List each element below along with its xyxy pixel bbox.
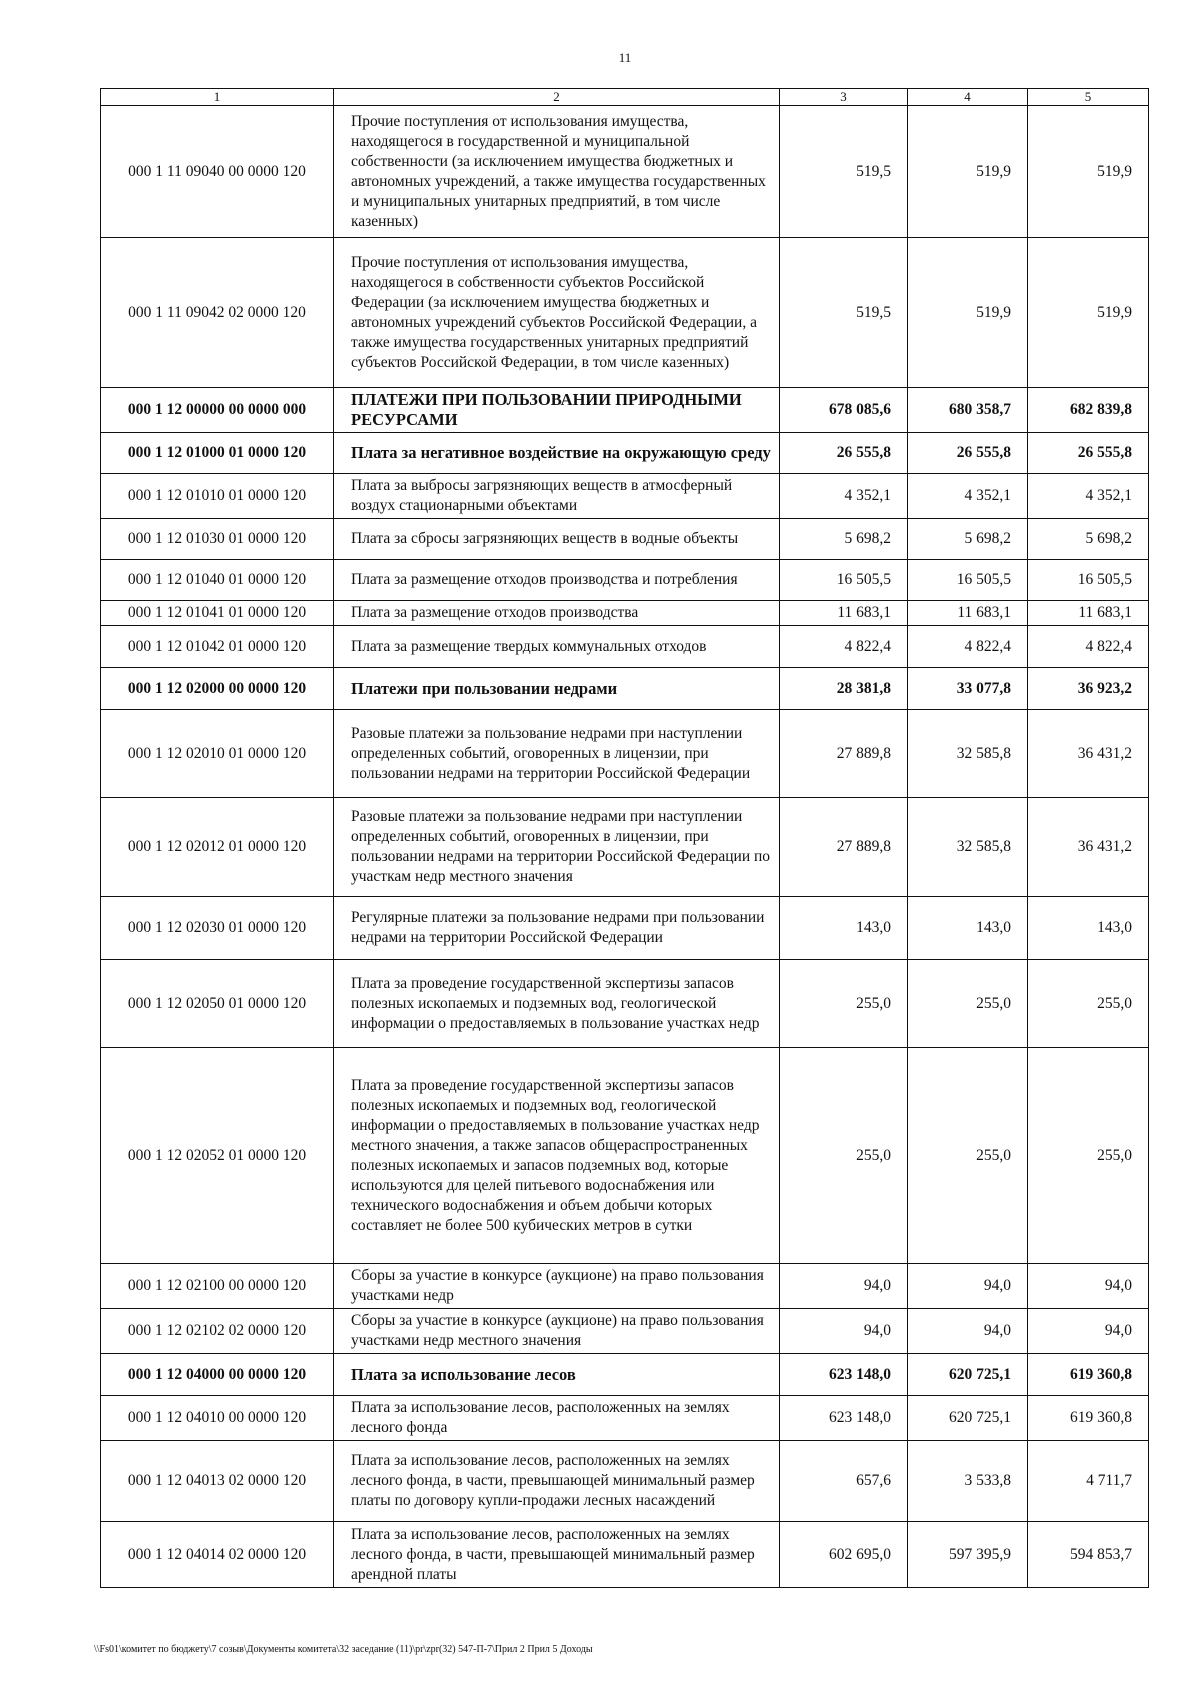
value-col3-cell: 5 698,2 (780, 519, 908, 560)
table-row (101, 668, 1149, 710)
budget-code-cell: 000 1 12 02010 01 0000 120 (101, 710, 334, 798)
value-col4-cell: 16 505,5 (908, 560, 1028, 601)
value-col3-cell: 27 889,8 (780, 798, 908, 897)
table-row (101, 433, 1149, 474)
revenue-name-cell: Плата за размещение твердых коммунальных отходов (334, 626, 780, 668)
budget-code-cell: 000 1 12 04010 00 0000 120 (101, 1396, 334, 1441)
value-col5-cell: 36 431,2 (1028, 798, 1149, 897)
revenue-name-cell: Плата за размещение отходов производства (334, 601, 780, 626)
revenue-name-cell: Платежи при пользовании недрами (334, 668, 780, 710)
value-col3-cell: 519,5 (780, 238, 908, 388)
table-body (101, 106, 1149, 1588)
value-col4-cell: 255,0 (908, 1048, 1028, 1264)
value-col5-cell: 36 431,2 (1028, 710, 1149, 798)
value-col5-cell: 4 352,1 (1028, 474, 1149, 519)
budget-code-cell: 000 1 12 02052 01 0000 120 (101, 1048, 334, 1264)
value-col5-cell: 11 683,1 (1028, 601, 1149, 626)
budget-code-cell: 000 1 12 02000 00 0000 120 (101, 668, 334, 710)
value-col3-cell: 657,6 (780, 1441, 908, 1522)
table-row (101, 1396, 1149, 1441)
value-col4-cell: 4 822,4 (908, 626, 1028, 668)
value-col4-cell: 680 358,7 (908, 388, 1028, 433)
column-header-1: 1 (101, 89, 334, 106)
value-col5-cell: 594 853,7 (1028, 1522, 1149, 1588)
revenue-name-cell: Плата за проведение государственной экспертизы запасов полезных ископаемых и подземных вод, геологической информации о предоставляемых в пользование участках недр (334, 960, 780, 1048)
value-col5-cell: 255,0 (1028, 1048, 1149, 1264)
budget-code-cell: 000 1 12 02030 01 0000 120 (101, 897, 334, 960)
value-col4-cell: 4 352,1 (908, 474, 1028, 519)
revenue-name-cell: Сборы за участие в конкурсе (аукционе) на право пользования участками недр местного значения (334, 1309, 780, 1354)
revenue-name-cell: Плата за использование лесов (334, 1354, 780, 1396)
table-row (101, 897, 1149, 960)
value-col3-cell: 26 555,8 (780, 433, 908, 474)
value-col3-cell: 602 695,0 (780, 1522, 908, 1588)
value-col3-cell: 255,0 (780, 1048, 908, 1264)
table-row (101, 106, 1149, 238)
value-col5-cell: 36 923,2 (1028, 668, 1149, 710)
revenue-name-cell: Прочие поступления от использования имущества, находящегося в собственности субъектов Российской Федерации (за исключением имущества бюджетных и автономных учреждений субъектов Российской Федерации, а также имущества государственных унитарных предприятий субъектов Российской Федерации, в том числе казенных) (334, 238, 780, 388)
revenue-name-cell: Плата за использование лесов, расположенных на землях лесного фонда, в части, превышающей минимальный размер платы по договору купли-продажи лесных насаждений (334, 1441, 780, 1522)
budget-code-cell: 000 1 12 01010 01 0000 120 (101, 474, 334, 519)
table-row (101, 1441, 1149, 1522)
value-col4-cell: 3 533,8 (908, 1441, 1028, 1522)
table-row (101, 238, 1149, 388)
value-col4-cell: 620 725,1 (908, 1396, 1028, 1441)
table-row (101, 519, 1149, 560)
table-row (101, 1048, 1149, 1264)
value-col4-cell: 5 698,2 (908, 519, 1028, 560)
value-col5-cell: 143,0 (1028, 897, 1149, 960)
value-col3-cell: 623 148,0 (780, 1396, 908, 1441)
column-header-2: 2 (334, 89, 780, 106)
revenue-name-cell: ПЛАТЕЖИ ПРИ ПОЛЬЗОВАНИИ ПРИРОДНЫМИ РЕСУРСАМИ (334, 388, 780, 433)
value-col4-cell: 597 395,9 (908, 1522, 1028, 1588)
revenue-table-container (100, 88, 1148, 1588)
value-col4-cell: 26 555,8 (908, 433, 1028, 474)
value-col3-cell: 143,0 (780, 897, 908, 960)
budget-code-cell: 000 1 12 02100 00 0000 120 (101, 1264, 334, 1309)
value-col4-cell: 620 725,1 (908, 1354, 1028, 1396)
value-col3-cell: 11 683,1 (780, 601, 908, 626)
value-col4-cell: 94,0 (908, 1309, 1028, 1354)
budget-code-cell: 000 1 12 04000 00 0000 120 (101, 1354, 334, 1396)
value-col4-cell: 519,9 (908, 238, 1028, 388)
table-row (101, 474, 1149, 519)
revenue-name-cell: Плата за размещение отходов производства и потребления (334, 560, 780, 601)
revenue-name-cell: Плата за выбросы загрязняющих веществ в атмосферный воздух стационарными объектами (334, 474, 780, 519)
value-col3-cell: 255,0 (780, 960, 908, 1048)
value-col3-cell: 94,0 (780, 1309, 908, 1354)
budget-code-cell: 000 1 12 01041 01 0000 120 (101, 601, 334, 626)
budget-code-cell: 000 1 12 01030 01 0000 120 (101, 519, 334, 560)
value-col4-cell: 255,0 (908, 960, 1028, 1048)
value-col5-cell: 5 698,2 (1028, 519, 1149, 560)
value-col5-cell: 94,0 (1028, 1309, 1149, 1354)
revenue-name-cell: Плата за негативное воздействие на окружающую среду (334, 433, 780, 474)
budget-code-cell: 000 1 12 04013 02 0000 120 (101, 1441, 334, 1522)
value-col4-cell: 32 585,8 (908, 710, 1028, 798)
value-col3-cell: 4 352,1 (780, 474, 908, 519)
value-col3-cell: 623 148,0 (780, 1354, 908, 1396)
table-row (101, 710, 1149, 798)
value-col5-cell: 16 505,5 (1028, 560, 1149, 601)
table-row (101, 798, 1149, 897)
budget-code-cell: 000 1 12 01000 01 0000 120 (101, 433, 334, 474)
table-header-row (101, 89, 1149, 106)
value-col4-cell: 94,0 (908, 1264, 1028, 1309)
value-col3-cell: 678 085,6 (780, 388, 908, 433)
value-col3-cell: 28 381,8 (780, 668, 908, 710)
value-col3-cell: 4 822,4 (780, 626, 908, 668)
value-col4-cell: 32 585,8 (908, 798, 1028, 897)
budget-code-cell: 000 1 12 00000 00 0000 000 (101, 388, 334, 433)
budget-code-cell: 000 1 11 09042 02 0000 120 (101, 238, 334, 388)
value-col5-cell: 26 555,8 (1028, 433, 1149, 474)
value-col4-cell: 143,0 (908, 897, 1028, 960)
footer-file-path: \\Fs01\комитет по бюджету\7 созыв\Документы комитета\32 заседание (11)\pr\zpr(32) 547-П-7\Прил 2 Прил 5 Доходы (94, 1644, 593, 1655)
revenue-name-cell: Сборы за участие в конкурсе (аукционе) на право пользования участками недр (334, 1264, 780, 1309)
value-col5-cell: 255,0 (1028, 960, 1149, 1048)
revenue-name-cell: Плата за использование лесов, расположенных на землях лесного фонда (334, 1396, 780, 1441)
value-col5-cell: 4 822,4 (1028, 626, 1149, 668)
table-row (101, 388, 1149, 433)
budget-code-cell: 000 1 12 01040 01 0000 120 (101, 560, 334, 601)
revenue-name-cell: Плата за использование лесов, расположенных на землях лесного фонда, в части, превышающей минимальный размер арендной платы (334, 1522, 780, 1588)
budget-code-cell: 000 1 12 02050 01 0000 120 (101, 960, 334, 1048)
value-col3-cell: 16 505,5 (780, 560, 908, 601)
table-row (101, 560, 1149, 601)
revenue-name-cell: Плата за проведение государственной экспертизы запасов полезных ископаемых и подземных вод, геологической информации о предоставляемых в пользование участках недр местного значения, а также запасов общераспространенных полезных ископаемых и запасов подземных вод, которые используются для целей питьевого водоснабжения или технического водоснабжения и объем добычи которых составляет не более 500 кубических метров в сутки (334, 1048, 780, 1264)
page-number: 11 (618, 50, 632, 65)
table-row (101, 960, 1149, 1048)
revenue-name-cell: Разовые платежи за пользование недрами при наступлении определенных событий, оговоренных в лицензии, при пользовании недрами на территории Российской Федерации по участкам недр местного значения (334, 798, 780, 897)
budget-code-cell: 000 1 12 01042 01 0000 120 (101, 626, 334, 668)
revenue-name-cell: Регулярные платежи за пользование недрами при пользовании недрами на территории Российской Федерации (334, 897, 780, 960)
table-row (101, 626, 1149, 668)
value-col5-cell: 519,9 (1028, 106, 1149, 238)
value-col4-cell: 33 077,8 (908, 668, 1028, 710)
table-row (101, 1264, 1149, 1309)
table-row (101, 1354, 1149, 1396)
value-col3-cell: 519,5 (780, 106, 908, 238)
value-col3-cell: 27 889,8 (780, 710, 908, 798)
table-row (101, 1309, 1149, 1354)
value-col4-cell: 519,9 (908, 106, 1028, 238)
revenue-name-cell: Разовые платежи за пользование недрами при наступлении определенных событий, оговоренных в лицензии, при пользовании недрами на территории Российской Федерации (334, 710, 780, 798)
table-row (101, 601, 1149, 626)
table-row (101, 1522, 1149, 1588)
value-col5-cell: 619 360,8 (1028, 1354, 1149, 1396)
budget-code-cell: 000 1 11 09040 00 0000 120 (101, 106, 334, 238)
value-col5-cell: 4 711,7 (1028, 1441, 1149, 1522)
column-header-5: 5 (1028, 89, 1149, 106)
value-col5-cell: 519,9 (1028, 238, 1149, 388)
budget-code-cell: 000 1 12 04014 02 0000 120 (101, 1522, 334, 1588)
value-col5-cell: 619 360,8 (1028, 1396, 1149, 1441)
value-col5-cell: 94,0 (1028, 1264, 1149, 1309)
revenue-name-cell: Плата за сбросы загрязняющих веществ в водные объекты (334, 519, 780, 560)
value-col4-cell: 11 683,1 (908, 601, 1028, 626)
column-header-4: 4 (908, 89, 1028, 106)
budget-code-cell: 000 1 12 02012 01 0000 120 (101, 798, 334, 897)
revenue-table (100, 88, 1149, 1588)
budget-code-cell: 000 1 12 02102 02 0000 120 (101, 1309, 334, 1354)
value-col5-cell: 682 839,8 (1028, 388, 1149, 433)
value-col3-cell: 94,0 (780, 1264, 908, 1309)
column-header-3: 3 (780, 89, 908, 106)
revenue-name-cell: Прочие поступления от использования имущества, находящегося в государственной и муниципальной собственности (за исключением имущества бюджетных и автономных учреждений, а также имущества государственных и муниципальных унитарных предприятий, в том числе казенных) (334, 106, 780, 238)
